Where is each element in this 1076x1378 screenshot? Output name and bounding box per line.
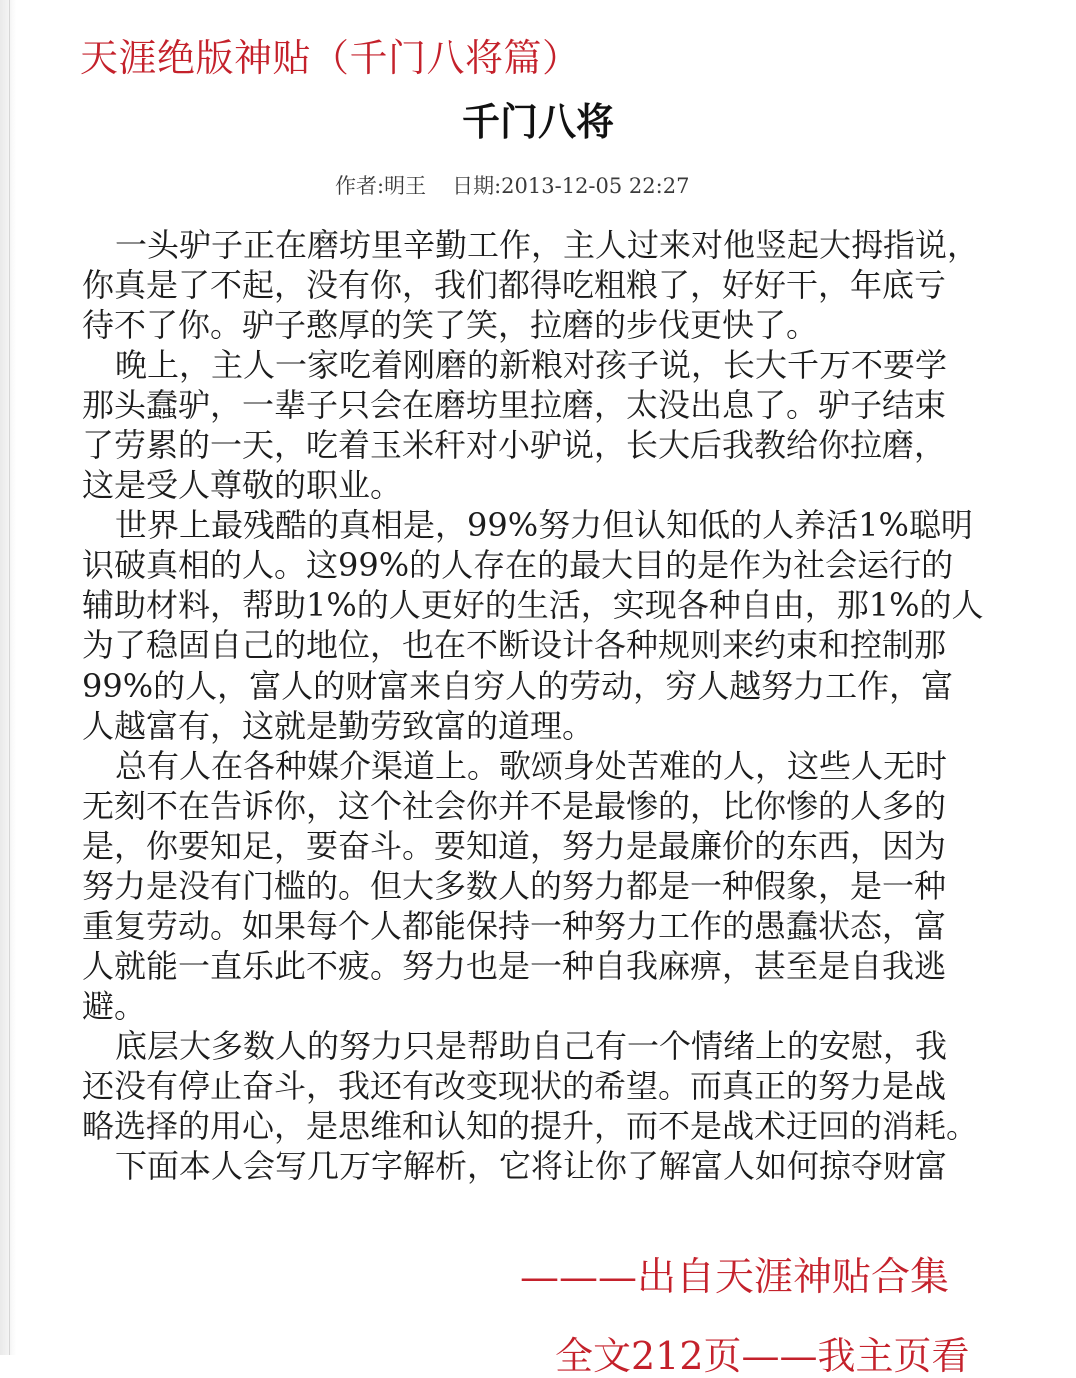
text-line: 无刻不在告诉你，这个社会你并不是最惨的，比你惨的人多的 bbox=[82, 786, 947, 825]
text-line: 待不了你。驴子憨厚的笑了笑，拉磨的步伐更快了。 bbox=[82, 306, 819, 345]
text-line: 人越富有，这就是勤劳致富的道理。 bbox=[82, 706, 595, 745]
text-line: 这是受人尊敬的职业。 bbox=[82, 466, 403, 505]
text-line: 努力是没有门槛的。但大多数人的努力都是一种假象，是一种 bbox=[82, 866, 947, 905]
banner-title: 天涯绝版神贴（千门八将篇） bbox=[80, 36, 581, 80]
paragraph bbox=[82, 345, 1022, 505]
paragraph bbox=[82, 1026, 1022, 1146]
text-line: 那头蠢驴，一辈子只会在磨坊里拉磨，太没出息了。驴子结束 bbox=[82, 386, 947, 425]
text-line: 总有人在各种媒介渠道上。歌颂身处苦难的人，这些人无时 bbox=[115, 746, 948, 785]
source-attribution: ———出自天涯神贴合集 bbox=[520, 1255, 950, 1300]
paragraph bbox=[82, 746, 1022, 1026]
more-note-clip bbox=[555, 1330, 1015, 1378]
scan-edge-shadow bbox=[0, 0, 16, 1355]
text-line: 略选择的用心，是思维和认知的提升，而不是战术迂回的消耗。 bbox=[82, 1107, 979, 1146]
text-line: 人就能一直乐此不疲。努力也是一种自我麻痹，甚至是自我逃 bbox=[82, 946, 947, 985]
text-line: 还没有停止奋斗，我还有改变现状的希望。而真正的努力是战 bbox=[82, 1066, 947, 1105]
text-line: 你真是了不起，没有你，我们都得吃粗粮了，好好干，年底亏 bbox=[82, 266, 947, 305]
text-line: 晚上，主人一家吃着刚磨的新粮对孩子说，长大千万不要学 bbox=[115, 346, 948, 385]
text-line: 世界上最残酷的真相是，99%努力但认知低的人养活1%聪明 bbox=[115, 506, 973, 545]
text-line: 一头驴子正在磨坊里辛勤工作，主人过来对他竖起大拇指说， bbox=[115, 226, 980, 264]
paragraph bbox=[82, 225, 1022, 345]
paragraph bbox=[82, 505, 1022, 745]
text-line: 下面本人会写几万字解析，它将让你了解富人如何掠夺财富 bbox=[115, 1147, 948, 1186]
author: 作者:明王 bbox=[335, 174, 427, 198]
text-line: 识破真相的人。这99%的人存在的最大目的是作为社会运行的 bbox=[82, 546, 954, 585]
text-line: 了劳累的一天，吃着玉米秆对小驴说，长大后我教给你拉磨， bbox=[82, 426, 947, 465]
text-line: 99%的人，富人的财富来自穷人的劳动，穷人越努力工作，富 bbox=[82, 666, 954, 705]
byline bbox=[335, 173, 689, 199]
more-note: 全文212页——我主页看 bbox=[555, 1334, 970, 1378]
text-line: 底层大多数人的努力只是帮助自己有一个情绪上的安慰，我 bbox=[115, 1026, 948, 1065]
text-line: 是，你要知足，要奋斗。要知道，努力是最廉价的东西，因为 bbox=[82, 826, 947, 865]
text-line: 辅助材料，帮助1%的人更好的生活，实现各种自由，那1%的人 bbox=[82, 586, 984, 625]
paragraph bbox=[82, 1146, 1022, 1186]
post-date: 日期:2013-12-05 22:27 bbox=[452, 174, 690, 198]
text-line: 重复劳动。如果每个人都能保持一种努力工作的愚蠢状态，富 bbox=[82, 906, 947, 945]
scan-edge-line bbox=[9, 0, 10, 1355]
text-line: 为了稳固自己的地位，也在不断设计各种规则来约束和控制那 bbox=[82, 626, 947, 665]
article-title: 千门八将 bbox=[461, 99, 614, 144]
article-body bbox=[82, 225, 1022, 1186]
text-line: 避。 bbox=[82, 986, 147, 1025]
